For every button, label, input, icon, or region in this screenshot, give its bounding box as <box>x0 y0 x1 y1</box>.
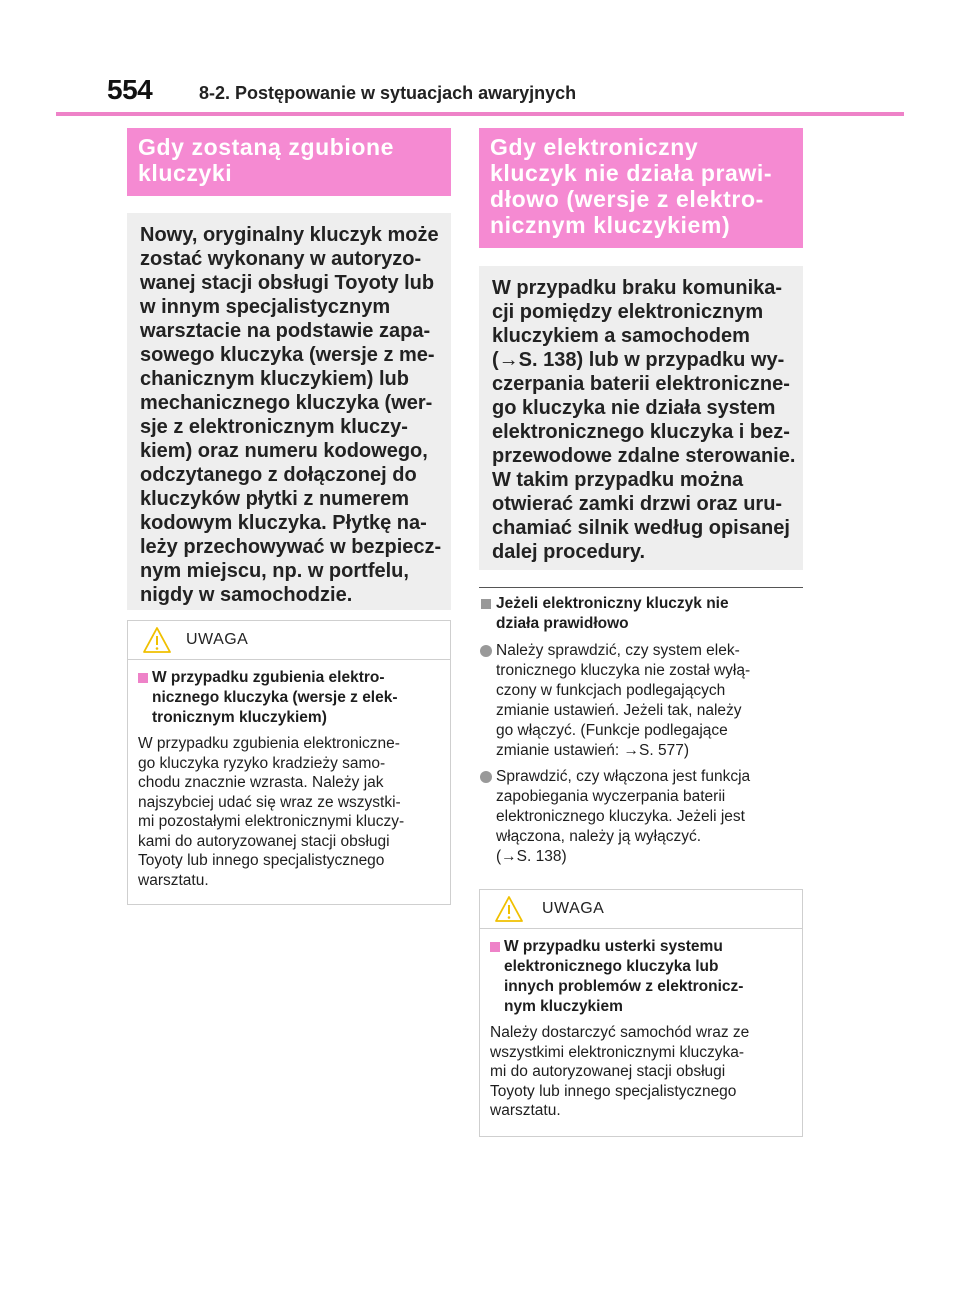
bullet-line: zmianie ustawień. Jeżeli tak, należy <box>496 702 742 719</box>
bullet-dot-icon <box>480 771 492 783</box>
info-line: sje z elektronicznym kluczy- <box>140 416 408 438</box>
warning-heading-line: innych problemów z elektronicz- <box>504 978 744 995</box>
page-number: 554 <box>107 74 153 105</box>
warning-heading-line: W przypadku usterki systemu <box>504 938 723 955</box>
pink-square-icon <box>138 673 148 683</box>
title-line: Gdy zostaną zgubione <box>138 134 395 160</box>
title-line: nicznym kluczykiem) <box>490 212 731 238</box>
info-line: kodowym kluczyka. Płytkę na- <box>140 512 427 534</box>
warning-heading-line: W przypadku zgubienia elektro- <box>152 669 385 686</box>
warning-body <box>480 929 802 1121</box>
warning-triangle-icon <box>494 895 524 923</box>
bullet-line: (→S. 138) <box>496 848 567 865</box>
info-line: cji pomiędzy elektronicznym <box>492 301 764 323</box>
pink-square-icon <box>490 942 500 952</box>
warning-text <box>490 1023 794 1121</box>
warning-heading-line: nicznego kluczyka (wersje z elek- <box>152 689 398 706</box>
info-line: mechanicznego kluczyka (wer- <box>140 392 433 414</box>
info-line: wanej stacji obsługi Toyoty lub <box>140 272 435 294</box>
info-line: czerpania baterii elektroniczne- <box>492 373 790 395</box>
info-line: kluczyków płytki z numerem <box>140 488 409 510</box>
section-title: 8-2. Postępowanie w sytuacjach awaryjnych <box>199 83 577 103</box>
info-line: warsztacie na podstawie zapa- <box>140 320 431 342</box>
warning-text-line: mi do autoryzowanej stacji obsługi <box>490 1063 726 1080</box>
title-line: Gdy elektroniczny <box>490 134 699 160</box>
left-warning-box <box>127 620 451 905</box>
title-line: kluczyk nie działa prawi- <box>490 160 773 186</box>
warning-text-line: wszystkimi elektronicznymi kluczyka- <box>490 1043 745 1061</box>
info-line: przewodowe zdalne sterowanie. <box>492 445 796 467</box>
right-title-box <box>479 128 803 248</box>
warning-text-line: mi pozostałymi elektronicznymi kluczy- <box>138 813 405 830</box>
info-line: go kluczyka nie działa system <box>492 397 776 419</box>
info-line: elektronicznego kluczyka i bez- <box>492 421 790 443</box>
subsection-rule <box>479 587 803 588</box>
info-line: chamiać silnik według opisanej <box>492 517 790 539</box>
bullet-line: włączona, należy ją wyłączyć. <box>496 828 702 845</box>
warning-label: UWAGA <box>186 631 249 648</box>
warning-triangle-icon <box>142 626 172 654</box>
warning-heading-line: tronicznym kluczykiem) <box>152 709 327 726</box>
bullet-line: zapobiegania wyczerpania baterii <box>496 788 726 805</box>
bullet-line: go włączyć. (Funkcje podlegające <box>496 722 728 739</box>
warning-text-line: Toyoty lub innego specjalistycznego <box>138 852 385 869</box>
info-line: chanicznym kluczykiem) lub <box>140 368 409 390</box>
title-line: kluczyki <box>138 160 233 186</box>
right-warning-box <box>479 889 803 1137</box>
info-line: leży przechowywać w bezpiecz- <box>140 536 442 558</box>
warning-text-line: W przypadku zgubienia elektroniczne- <box>138 735 400 752</box>
subsection-heading-line: Jeżeli elektroniczny kluczyk nie <box>496 595 729 612</box>
warning-text-line: warsztatu. <box>490 1102 561 1119</box>
header-rule <box>56 112 904 116</box>
info-line: nym miejscu, np. w portfelu, <box>140 560 409 582</box>
right-info-box <box>479 266 803 570</box>
info-line: otwierać zamki drzwi oraz uru- <box>492 493 783 515</box>
left-info-box <box>127 213 451 610</box>
info-line: dalej procedury. <box>492 541 646 563</box>
warning-header <box>128 621 450 660</box>
title-line: dłowo (wersje z elektro- <box>490 186 764 212</box>
warning-header <box>480 890 802 929</box>
info-line: kluczykiem a samochodem <box>492 325 750 347</box>
warning-text <box>138 734 442 890</box>
warning-heading <box>490 937 794 1017</box>
warning-text-line: Toyoty lub innego specjalistycznego <box>490 1082 737 1100</box>
bullet-line: Sprawdzić, czy włączona jest funkcja <box>496 768 751 785</box>
warning-text-line: kami do autoryzowanej stacji obsługi <box>138 832 390 850</box>
warning-body <box>128 660 450 890</box>
info-line: (→S. 138) lub w przypadku wy- <box>492 349 785 371</box>
warning-text-line: warsztatu. <box>138 871 209 889</box>
bullet-dot-icon <box>480 645 492 657</box>
info-line: W przypadku braku komunika- <box>492 277 783 299</box>
bullet-line: tronicznego kluczyka nie został wyłą- <box>496 662 751 679</box>
warning-label: UWAGA <box>542 900 605 917</box>
bullet-line: elektronicznego kluczyka. Jeżeli jest <box>496 808 745 825</box>
bullet-line: czony w funkcjach podlegających <box>496 682 726 699</box>
info-line: odczytanego z dołączonej do <box>140 464 417 486</box>
info-line: Nowy, oryginalny kluczyk może <box>140 224 439 246</box>
info-line: W takim przypadku można <box>492 469 744 491</box>
warning-text-line: go kluczyka ryzyko kradzieży samo- <box>138 754 386 772</box>
warning-text-line: chodu znacznie wzrasta. Należy jak <box>138 774 384 791</box>
warning-heading-line: elektronicznego kluczyka lub <box>504 958 719 975</box>
info-line: nigdy w samochodzie. <box>140 584 353 606</box>
grey-square-icon <box>481 599 491 609</box>
bullet-line: zmianie ustawień: →S. 577) <box>496 742 689 759</box>
info-line: w innym specjalistycznym <box>140 296 391 318</box>
left-title-box <box>127 128 451 196</box>
bullet-item <box>480 767 750 867</box>
info-line: kiem) oraz numeru kodowego, <box>140 440 428 462</box>
warning-text-line: najszybciej udać się wraz ze wszystki- <box>138 793 401 811</box>
warning-text-line: Należy dostarczyć samochód wraz ze <box>490 1024 750 1041</box>
warning-heading <box>138 668 442 728</box>
bullet-line: Należy sprawdzić, czy system elek- <box>496 642 740 659</box>
warning-heading-line: nym kluczykiem <box>504 998 623 1015</box>
subsection-heading <box>480 594 729 634</box>
bullet-item <box>480 641 750 761</box>
subsection-heading-line: działa prawidłowo <box>496 615 629 632</box>
info-line: sowego kluczyka (wersje z me- <box>140 344 435 366</box>
info-line: zostać wykonany w autoryzo- <box>140 248 422 270</box>
